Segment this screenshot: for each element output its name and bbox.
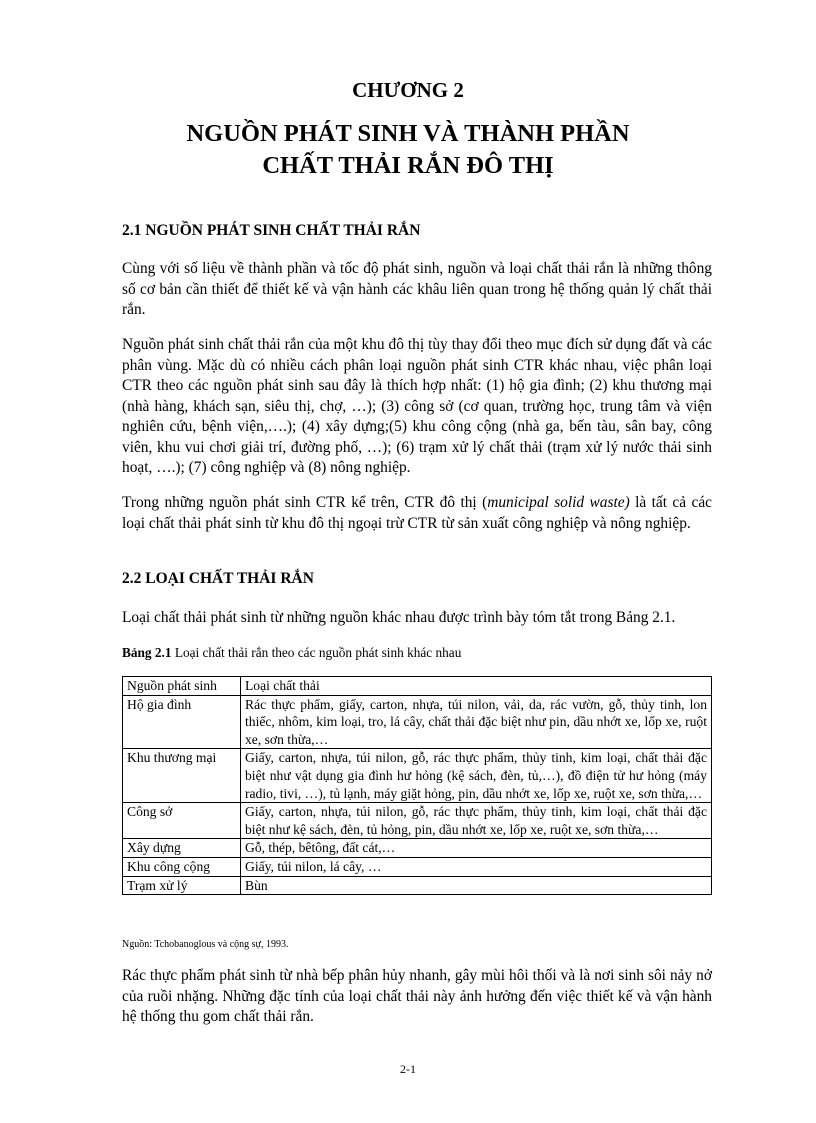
table-source-note: Nguồn: Tchobanoglous và cộng sự, 1993.: [122, 939, 289, 950]
chapter-title-line2: CHẤT THẢI RẮN ĐÔ THỊ: [262, 152, 554, 179]
table-cell-source: Khu công cộng: [123, 857, 241, 876]
paragraph-types: Loại chất thải phát sinh từ những nguồn khác nhau được trình bày tóm tắt trong Bảng 2.1.: [122, 609, 676, 626]
table-cell-type: Rác thực phẩm, giấy, carton, nhựa, túi nilon, vải, da, rác vườn, gỗ, thủy tinh, lon thiếc, nhôm, kim loại, tro, lá cây, chất thải đặc biệt như pin, dầu nhớt xe, lốp xe, ruột xe, sơn thừa,…: [241, 695, 712, 749]
table-row: [123, 876, 712, 895]
table-cell-type: Giấy, carton, nhựa, túi nilon, gỗ, rác thực phẩm, thủy tinh, kim loại, chất thải đặc biệt như kệ sách, đèn, tủ hỏng, pin, dầu nhớt xe, lốp xe, ruột xe, sơn thừa,…: [241, 803, 712, 839]
table-cell-type: Gỗ, thép, bêtông, đất cát,…: [241, 839, 712, 858]
table-row: [123, 857, 712, 876]
table-cell-type: Giấy, túi nilon, lá cây, …: [241, 857, 712, 876]
table-row: [123, 839, 712, 858]
table-header-row: [123, 677, 712, 696]
header-cell-source: Nguồn phát sinh: [123, 677, 241, 696]
table-row: [123, 695, 712, 749]
header-cell-type: Loại chất thải: [241, 677, 712, 696]
waste-type-table: [122, 676, 712, 895]
paragraph-food-waste: Rác thực phẩm phát sinh từ nhà bếp phân hủy nhanh, gây mùi hôi thối và là nơi sinh sôi nảy nở của ruồi nhặng. Những đặc tính của loại chất thải này ảnh hưởng đến việc thiết kế và vận hành hệ thống thu gom chất thải rắn.: [122, 967, 712, 1025]
chapter-title-line1: NGUỒN PHÁT SINH VÀ THÀNH PHẦN: [186, 120, 630, 147]
chapter-title: [0, 118, 816, 182]
table-cell-source: Khu thương mại: [123, 749, 241, 803]
table-cell-source: Công sở: [123, 803, 241, 839]
paragraph-sources: Nguồn phát sinh chất thải rắn của một khu đô thị tùy thay đổi theo mục đích sử dụng đất và các phân vùng. Mặc dù có nhiều cách phân loại nguồn phát sinh CTR khác nhau, việc phân loại CTR theo các nguồn phát sinh sau đây là thích hợp nhất: (1) hộ gia đình; (2) khu thương mại (nhà hàng, khách sạn, siêu thị, chợ, …); (3) công sở (cơ quan, trường học, trung tâm và viện nghiên cứu, bệnh viện,….); (4) xây dựng;(5) khu công cộng (nhà ga, bến tàu, sân bay, công viên, khu vui chơi giải trí, đường phố, …); (6) trạm xử lý chất thải (trạm xử lý nước thải sinh hoạt, ….); (7) công nghiệp và (8) nông nghiệp.: [122, 336, 712, 476]
section-heading-2-1: 2.1 NGUỒN PHÁT SINH CHẤT THẢI RẮN: [122, 222, 421, 239]
table-cell-source: Hộ gia đình: [123, 695, 241, 749]
page-number: 2-1: [400, 1062, 416, 1076]
table-cell-source: Xây dựng: [123, 839, 241, 858]
table-cell-type: Giấy, carton, nhựa, túi nilon, gỗ, rác thực phẩm, thủy tinh, kim loại, chất thải đặc biệt như vật dụng gia đình hư hỏng (kệ sách, đèn, tủ,…), đồ điện tử hư hỏng (máy radio, tivi, …), tủ lạnh, máy giặt hỏng, pin, dầu nhớt xe, lốp xe, ruột xe, sơn thừa,…: [241, 749, 712, 803]
chapter-label: CHƯƠNG 2: [352, 78, 464, 102]
table-caption: [122, 645, 461, 661]
table-caption-label: Bảng 2.1: [122, 645, 172, 660]
paragraph-msw-part1: Trong những nguồn phát sinh CTR kể trên, CTR đô thị (: [122, 494, 488, 511]
section-heading-2-2: 2.2 LOẠI CHẤT THẢI RẮN: [122, 570, 314, 587]
table-cell-type: Bùn: [241, 876, 712, 895]
table-caption-text: Loại chất thải rắn theo các nguồn phát sinh khác nhau: [171, 645, 462, 660]
paragraph-intro: Cùng với số liệu về thành phần và tốc độ phát sinh, nguồn và loại chất thải rắn là những thông số cơ bản cần thiết để thiết kế và vận hành các khâu liên quan trong hệ thống quản lý chất thải rắn.: [122, 260, 712, 318]
table-row: [123, 803, 712, 839]
paragraph-msw-italic: municipal solid waste): [487, 494, 630, 511]
table-cell-source: Trạm xử lý: [123, 876, 241, 895]
table-row: [123, 749, 712, 803]
paragraph-msw: [122, 493, 712, 534]
paragraph-msw-part2: là tất cả các loại chất thải phát sinh từ khu đô thị ngoại trừ CTR từ sản xuất công nghiệp và nông nghiệp.: [122, 494, 712, 532]
